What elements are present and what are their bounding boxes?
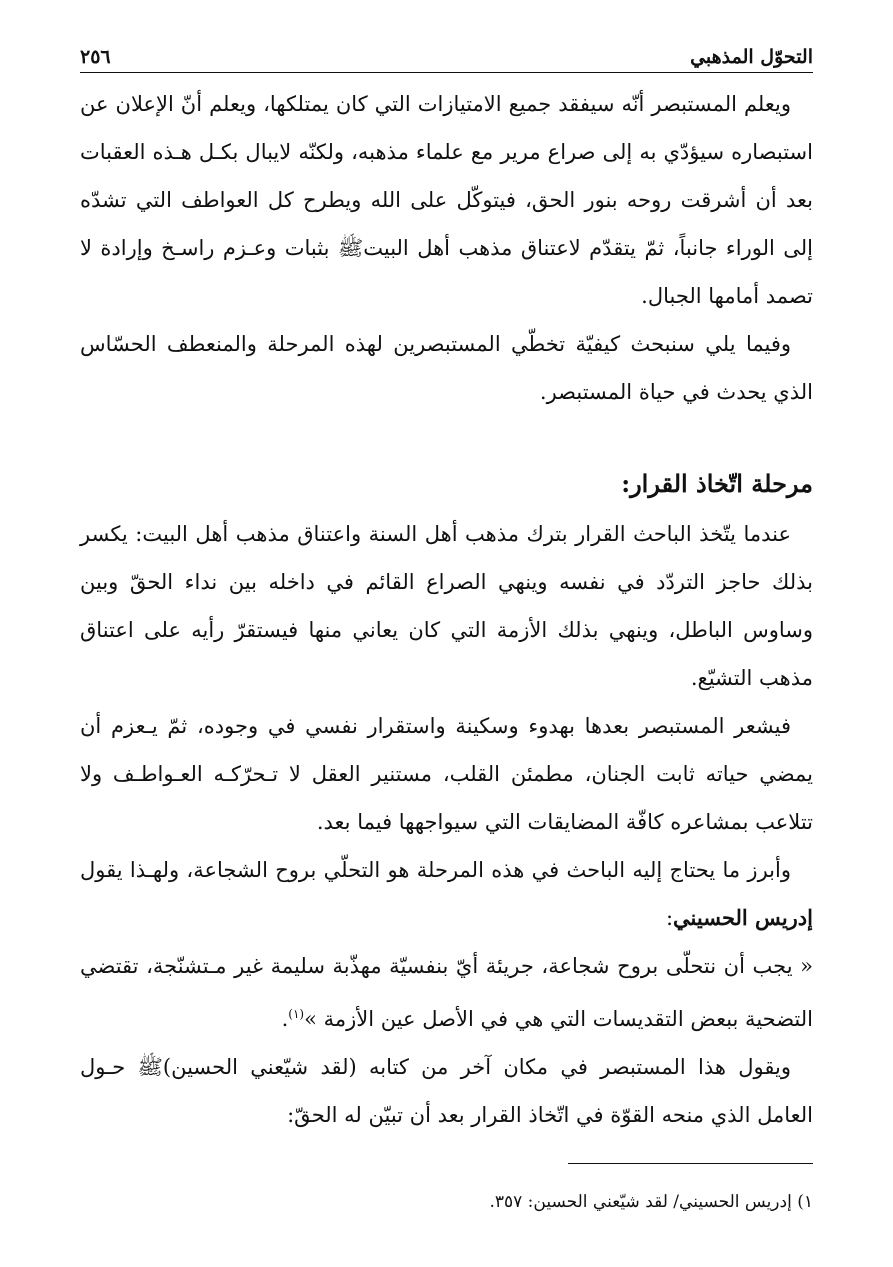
- section-heading: مرحلة اتّخاذ القرار:: [621, 469, 813, 498]
- quote-paragraph: « يجب أن نتحلّى بروح شجاعة، جريئة أيّ بنفسيّة مهذّبة سليمة غير مـتشنّجة، تقتضي التضحية ببعض التقديسات التي هي في الأصل عين الأزمة »$^{(١)}$.: [80, 954, 813, 1031]
- paragraph-2: وفيما يلي سنبحث كيفيّة تخطّي المستبصرين لهذه المرحلة والمنعطف الحسّاس الذي يحدث في حياة المستبصر.: [80, 332, 813, 404]
- paragraph-4: فيشعر المستبصر بعدها بهدوء وسكينة واستقرار نفسي في وجوده، ثمّ يـعزم أن يمضي حياته ثابت الجنان، مطمئن القلب، مستنير العقل لا تـحرّكـه العـواطـف ولا تتلاعب بمشاعره كافّة المضايقات التي سيواجهها فيما بعد.: [80, 714, 813, 834]
- paragraph-5-colon: :: [665, 906, 674, 930]
- page-body: [80, 80, 813, 1139]
- section-gap: [80, 416, 813, 458]
- footnote: ١) إدريس الحسيني/ لقد شيّعني الحسين: ٣٥٧.: [489, 1192, 813, 1212]
- speaker-name: إدريس الحسيني: [673, 905, 813, 930]
- page-header: [80, 28, 813, 73]
- paragraph-5-intro: وأبرز ما يحتاج إليه الباحث في هذه المرحلة هو التحلّي بروح الشجاعة، ولهـذا يقول: [80, 858, 791, 882]
- paragraph-1: ويعلم المستبصر أنّه سيفقد جميع الامتيازات التي كان يمتلكها، ويعلم أنّ الإعلان عن استبصاره سيؤدّي به إلى صراع مرير مع علماء مذهبه، ولكنّه لايبال بكـل هـذه العقبات بعد أن أشرقت روحه بنور الحق، فيتوكّل على الله ويطرح كل العواطف التي تشدّه إلى الوراء جانباً، ثمّ يتقدّم لاعتناق مذهب أهل البيتﷺ بثبات وعـزم راسـخ وإرادة لا تصمد أمامها الجبال.: [80, 92, 813, 308]
- paragraph-3: عندما يتّخذ الباحث القرار بترك مذهب أهل السنة واعتناق مذهب أهل البيت: يكسر بذلك حاجز التردّد في نفسه وينهي الصراع القائم في داخله بين نداء الحقّ وبين وساوس الباطل، وينهي بذلك الأزمة التي كان يعاني منها فيستقرّ رأيه على اعتناق مذهب التشيّع.: [80, 522, 813, 690]
- page-number: ٢٥٦: [80, 46, 111, 68]
- quote-text: « يجب أن نتحلّى بروح شجاعة، جريئة أيّ بنفسيّة مهذّبة سليمة غير مـتشنّجة، تقتضي التضحية ببعض التقديسات التي هي في الأصل عين الأزمة »: [80, 954, 813, 1031]
- paragraph-5: [80, 846, 813, 942]
- running-title: التحوّل المذهبي: [690, 46, 813, 68]
- footnote-divider: [568, 1163, 813, 1164]
- footnote-marker: (١): [288, 1007, 305, 1021]
- paragraph-6: ويقول هذا المستبصر في مكان آخر من كتابه (لقد شيّعني الحسين)ﷺ حـول العامل الذي منحه القوّة في اتّخاذ القرار بعد أن تبيّن له الحقّ:: [80, 1055, 813, 1127]
